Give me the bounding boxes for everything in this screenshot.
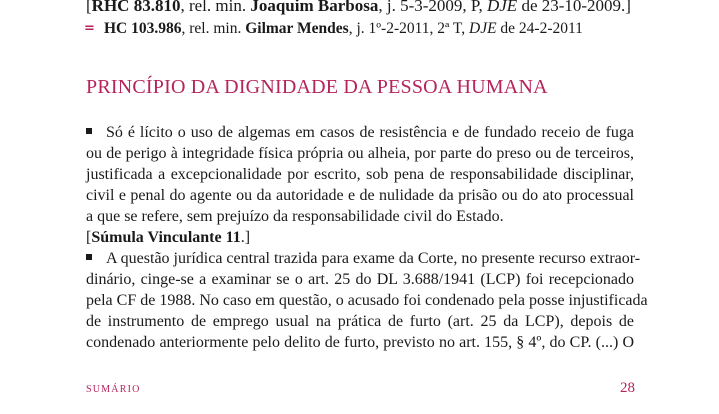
line-text: Só é lícito o uso de algemas em casos de resistência e de fundado receio de fuga (106, 124, 634, 141)
dje-label: DJE (486, 0, 518, 15)
line-text: A questão jurídica central trazida para exame da Corte, no presente recurso extraor- (106, 250, 641, 267)
paragraph-line: de instrumento de emprego usual na prática de furto (art. 25 da LCP), depois de (86, 313, 634, 330)
paragraph-line (86, 248, 641, 269)
sumula-label: Súmula Vinculante 11 (91, 229, 241, 246)
paragraph-line (86, 122, 634, 143)
close-bracket: .] (240, 229, 251, 246)
paragraph-line: pela CF de 1988. No caso em questão, o acusado foi condenado pela posse injustificada (86, 292, 648, 309)
open-bracket: [ (86, 0, 92, 15)
reference-line-2 (104, 19, 583, 39)
judgment-date: , j. 1º-2-2011, 2ª T, (348, 20, 469, 37)
paragraph-1 (86, 122, 634, 227)
paragraph-line: civil e penal do agente ou da autoridade e de nulidade da prisão ou do ato processual (86, 187, 634, 204)
summary-link[interactable]: SUMÁRIO (86, 384, 141, 395)
dje-label: DJE (469, 20, 497, 37)
paragraph-line: dinário, cinge-se a examinar se o art. 25 do DL 3.688/1941 (LCP) foi recepcionado (86, 271, 634, 288)
rel-text: , rel. min. (180, 0, 251, 15)
case-reference: HC 103.986 (104, 20, 182, 37)
bullet-icon (86, 254, 92, 260)
minister-name: Joaquim Barbosa (250, 0, 379, 15)
paragraph-2 (86, 248, 648, 353)
body-text (86, 122, 648, 353)
open-bracket: [ (86, 229, 92, 246)
rel-text: , rel. min. (181, 20, 246, 37)
case-reference: RHC 83.810 (91, 0, 181, 15)
minister-name: Gilmar Mendes (245, 20, 349, 37)
paragraph-line: condenado anteriormente pelo delito de furto, previsto no art. 155, § 4º, do CP. (...) O (86, 334, 634, 351)
section-title: PRINCÍPIO DA DIGNIDADE DA PESSOA HUMANA (86, 76, 548, 98)
paragraph-line: a que se refere, sem prejuízo da responsabilidade civil do Estado. (86, 208, 504, 225)
bullet-icon (86, 128, 92, 134)
page-number: 28 (620, 380, 635, 396)
judgment-date: , j. 5-3-2009, P, (378, 0, 487, 15)
equivalence-marker: = (84, 21, 95, 36)
sumula-citation (86, 227, 634, 248)
publication-date: de 24-2-2011 (496, 20, 583, 37)
paragraph-line: ou de perigo à integridade física própria ou alheia, por parte do preso ou de terceiros, (86, 145, 634, 162)
publication-date: de 23-10-2009.] (517, 0, 631, 15)
paragraph-line: justificada a excepcionalidade por escrito, sob pena de responsabilidade disciplinar, (86, 166, 634, 183)
reference-line-1 (86, 0, 631, 16)
